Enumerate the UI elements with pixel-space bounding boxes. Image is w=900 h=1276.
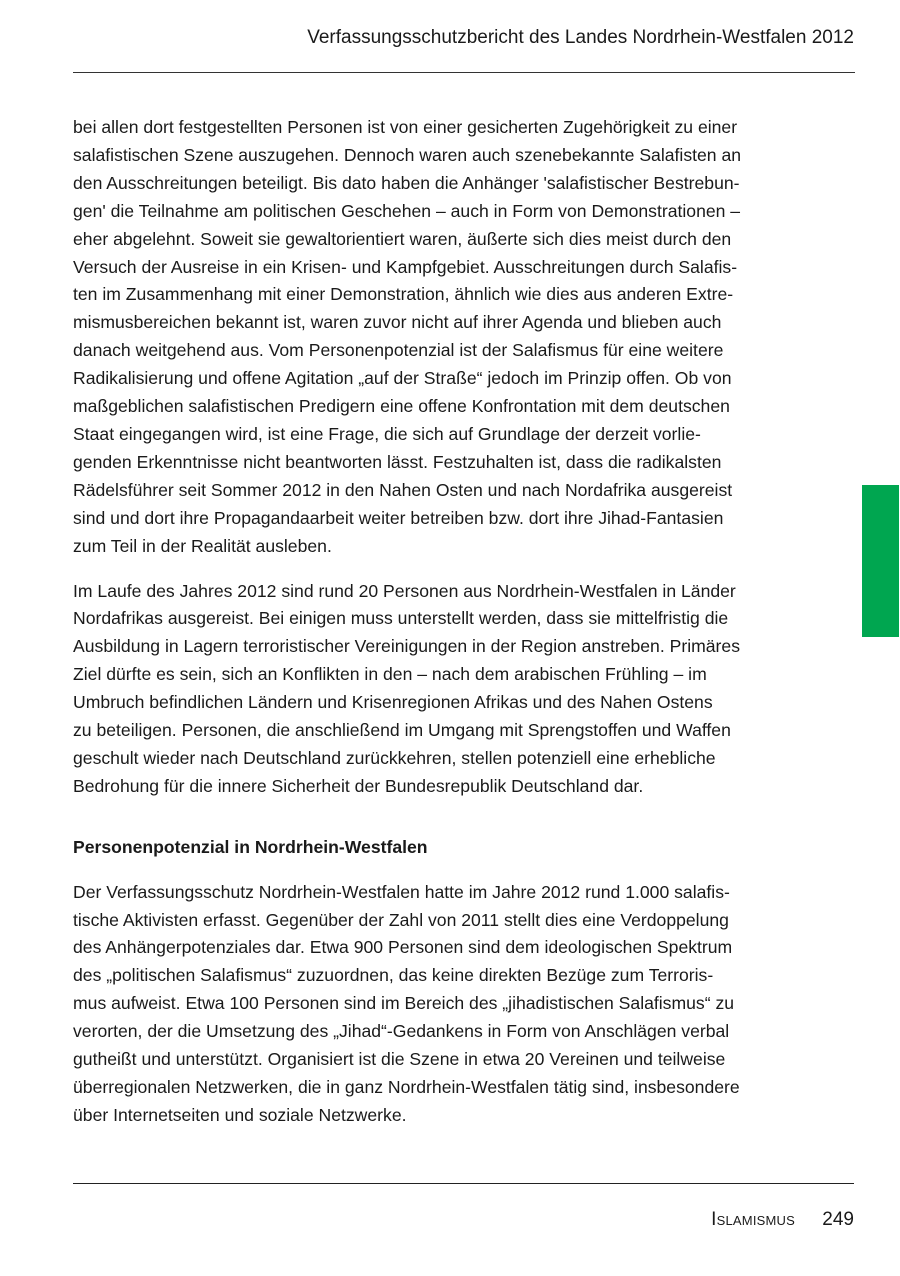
text-line: zu beteiligen. Personen, die anschließend im Umgang mit Sprengstoffen und Waffen — [73, 720, 731, 741]
text-line: Ziel dürfte es sein, sich an Konflikten in den – nach dem arabischen Frühling – im — [73, 664, 707, 685]
text-line: verorten, der die Umsetzung des „Jihad“-Gedankens in Form von Anschlägen verbal — [73, 1021, 730, 1042]
text-line: sind und dort ihre Propagandaarbeit weiter betreiben bzw. dort ihre Jihad-Fantasien — [73, 507, 724, 528]
text-line: des „politischen Salafismus“ zuzuordnen, das keine direkten Bezüge zum Terroris- — [73, 965, 714, 986]
chapter-thumb-tab — [862, 485, 899, 637]
text-line: Rädelsführer seit Sommer 2012 in den Nahen Osten und nach Nordafrika ausgereist — [73, 479, 733, 500]
text-line: überregionalen Netzwerken, die in ganz Nordrhein-Westfalen tätig sind, insbesondere — [73, 1077, 740, 1097]
text-line: des Anhängerpotenziales dar. Etwa 900 Personen sind dem ideologischen Spektrum — [73, 937, 733, 958]
text-line: danach weitgehend aus. Vom Personenpotenzial ist der Salafismus für eine weitere — [73, 340, 724, 361]
header-title: Verfassungsschutzbericht des Landes Nordrhein-Westfalen 2012 — [307, 27, 854, 48]
text-line: gutheißt und unterstützt. Organisiert ist die Szene in etwa 20 Vereinen und teilweise — [73, 1049, 726, 1070]
text-line: ten im Zusammenhang mit einer Demonstration, ähnlich wie dies aus anderen Extre- — [73, 284, 734, 305]
footer-section-name: Islamismus — [711, 1209, 796, 1230]
text-line: salafistischen Szene auszugehen. Dennoch waren auch szenebekannte Salafisten an — [73, 144, 742, 165]
text-line: Der Verfassungsschutz Nordrhein-Westfalen hatte im Jahre 2012 rund 1.000 salafis- — [73, 881, 730, 902]
text-line: zum Teil in der Realität ausleben. — [73, 535, 332, 556]
text-line: Versuch der Ausreise in ein Krisen- und Kampfgebiet. Ausschreitungen durch Salafis- — [73, 256, 738, 277]
text-line: Bedrohung für die innere Sicherheit der Bundesrepublik Deutschland dar. — [73, 775, 644, 796]
text-line: geschult wieder nach Deutschland zurückkehren, stellen potenziell eine erhebliche — [73, 747, 716, 768]
page-number: 249 — [822, 1209, 854, 1230]
text-line: Nordafrikas ausgereist. Bei einigen muss unterstellt werden, dass sie mittelfristig die — [73, 608, 729, 629]
paragraph-2 — [73, 578, 813, 801]
page-body — [73, 114, 813, 1147]
text-line: mismusbereichen bekannt ist, waren zuvor nicht auf ihrer Agenda und blieben auch — [73, 312, 722, 333]
text-line: tische Aktivisten erfasst. Gegenüber der Zahl von 2011 stellt dies eine Verdoppelung — [73, 909, 729, 930]
text-line: Radikalisierung und offene Agitation „auf der Straße“ jedoch im Prinzip offen. Ob von — [73, 368, 732, 389]
section-heading: Personenpotenzial in Nordrhein-Westfalen — [73, 836, 428, 857]
text-line: über Internetseiten und soziale Netzwerke. — [73, 1104, 407, 1125]
text-line: Ausbildung in Lagern terroristischer Vereinigungen in der Region anstreben. Primäres — [73, 636, 740, 657]
paragraph-3 — [73, 879, 813, 1130]
page-footer — [711, 1206, 854, 1234]
footer-divider — [73, 1183, 854, 1184]
text-line: mus aufweist. Etwa 100 Personen sind im Bereich des „jihadistischen Salafismus“ zu — [73, 993, 735, 1014]
header-divider — [73, 72, 855, 73]
text-line: Im Laufe des Jahres 2012 sind rund 20 Personen aus Nordrhein-Westfalen in Länder — [73, 580, 736, 601]
text-line: bei allen dort festgestellten Personen ist von einer gesicherten Zugehörigkeit zu einer — [73, 117, 738, 137]
text-line: maßgeblichen salafistischen Predigern eine offene Konfrontation mit dem deutschen — [73, 396, 730, 417]
text-line: eher abgelehnt. Soweit sie gewaltorientiert waren, äußerte sich dies meist durch den — [73, 228, 732, 249]
running-header — [73, 24, 854, 52]
text-line: Staat eingegangen wird, ist eine Frage, die sich auf Grundlage der derzeit vorlie- — [73, 423, 701, 444]
text-line: genden Erkenntnisse nicht beantworten lässt. Festzuhalten ist, dass die radikalsten — [73, 451, 722, 472]
text-line: Umbruch befindlichen Ländern und Krisenregionen Afrikas und des Nahen Ostens — [73, 692, 713, 713]
paragraph-1 — [73, 114, 813, 561]
text-line: den Ausschreitungen beteiligt. Bis dato haben die Anhänger 'salafistischer Bestrebun- — [73, 172, 740, 193]
text-line: gen' die Teilnahme am politischen Geschehen – auch in Form von Demonstrationen – — [73, 200, 741, 221]
